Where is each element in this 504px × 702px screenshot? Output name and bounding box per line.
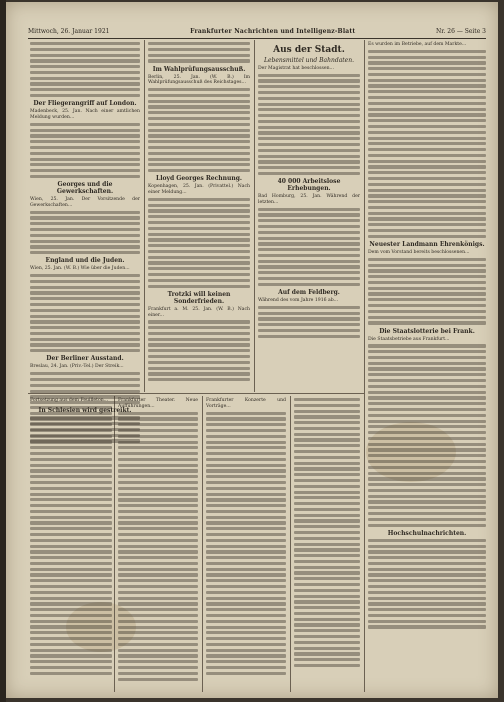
header-date: Mittwoch, 26. Januar 1921	[28, 27, 110, 35]
article-paragraph: Es wurden im Betriebe, auf dem Markte...	[368, 42, 467, 47]
article-heading: Lloyd Georges Rechnung.	[155, 175, 243, 183]
text-block	[30, 123, 140, 178]
column-divider	[290, 396, 291, 692]
article-heading: Neuester Landmann Ehrenkönigs.	[369, 240, 485, 248]
article-paragraph: Kopenhagen, 25. Jan. (Privattel.) Nach einer Meldung...	[148, 184, 250, 196]
lower-column-4	[294, 398, 360, 690]
section-subtitle: Lebensmittel und Bahndaten.	[263, 57, 355, 64]
article-heading: England und die Juden.	[45, 257, 125, 265]
text-block	[368, 539, 486, 629]
article-paragraph: Frankfurt a. M. 25. Jan. (W. B.) Nach einer...	[148, 306, 250, 318]
article-paragraph: Die Staatsbetriebe aus Frankfurt...	[368, 336, 450, 342]
column-divider	[364, 40, 365, 692]
text-block	[148, 42, 250, 63]
article-paragraph: Madenbeck, 25. Jan. Nach einer amtlichen Meldung wurden...	[30, 109, 140, 121]
article-paragraph: Frankfurter Theater. Neue Aufführungen...	[118, 398, 198, 409]
article-paragraph: Wien, 25. Jan. Der Vorsitzende der Gewerkschaften...	[30, 197, 140, 208]
article-paragraph: Wien, 25. Jan. (W. B.) Wie über die Juden...	[30, 266, 130, 272]
column-4	[368, 42, 486, 692]
column-divider	[144, 40, 145, 392]
article-heading: Auf dem Feldberg.	[278, 289, 340, 296]
text-block	[258, 74, 360, 175]
text-block	[206, 412, 286, 675]
text-block	[148, 88, 250, 172]
text-block	[258, 306, 360, 338]
article-heading: Georges und die Gewerkschaften.	[56, 181, 114, 196]
article-paragraph: Frankfurter Konzerte und Vorträge...	[206, 398, 286, 409]
text-block	[30, 406, 112, 675]
text-block	[30, 42, 140, 97]
column-2	[148, 42, 250, 390]
text-block	[294, 398, 360, 667]
article-paragraph: Während des vom Jahre 1916 ab...	[258, 298, 339, 303]
article-paragraph: Berlin, 25. Jan. (W. B.) Im Wahlprüfungsausschuß des Reichstages...	[148, 74, 250, 86]
section-title: Aus der Stadt.	[273, 45, 345, 55]
column-divider	[202, 396, 203, 692]
text-block	[30, 211, 140, 255]
article-paragraph: Dem vom Vorstand bereits beschlossenen...	[368, 249, 470, 255]
header-paper-name: Frankfurter Nachrichten und Intelligenz-Blatt	[190, 27, 356, 35]
article-paragraph: Bad Homburg, 25. Jan. Während der letzten...	[258, 194, 360, 205]
article-heading: Im Wahlprüfungsausschuß.	[152, 65, 246, 73]
text-block	[368, 344, 486, 526]
article-heading: Die Staatslotterie bei Frank.	[379, 327, 475, 335]
lower-column-1	[30, 398, 112, 690]
header-rule	[28, 38, 486, 39]
article-heading: Der Berliner Ausstand.	[46, 355, 124, 363]
page-header	[28, 26, 486, 36]
lower-column-2	[118, 398, 198, 690]
text-block	[148, 320, 250, 381]
text-block	[368, 50, 486, 238]
column-divider	[254, 40, 255, 392]
header-page-number: Nr. 26 — Seite 3	[436, 27, 486, 35]
article-heading: 40 000 Arbeitslose Erhebungen.	[277, 178, 341, 193]
article-heading: Trotzki will keinen Sonderfrieden.	[167, 290, 231, 305]
article-heading: Hochschulnachrichten.	[387, 529, 467, 537]
article-heading: In Schlesien wird gestreikt.	[38, 407, 132, 415]
text-block	[148, 198, 250, 288]
text-block	[118, 412, 198, 681]
text-block	[30, 274, 140, 352]
column-3	[258, 42, 360, 390]
text-block	[368, 258, 486, 325]
lower-column-3	[206, 398, 286, 690]
article-paragraph: Der Magistrat hat beschlossen...	[258, 65, 334, 71]
article-paragraph: Fortsetzung aus dem Feuilleton...	[30, 398, 109, 403]
article-paragraph: Breslau, 24. Jan. (Priv.-Tel.) Der Streik...	[30, 364, 124, 370]
text-block	[258, 208, 360, 286]
article-heading: Der Fliegerangriff auf London.	[33, 100, 137, 108]
